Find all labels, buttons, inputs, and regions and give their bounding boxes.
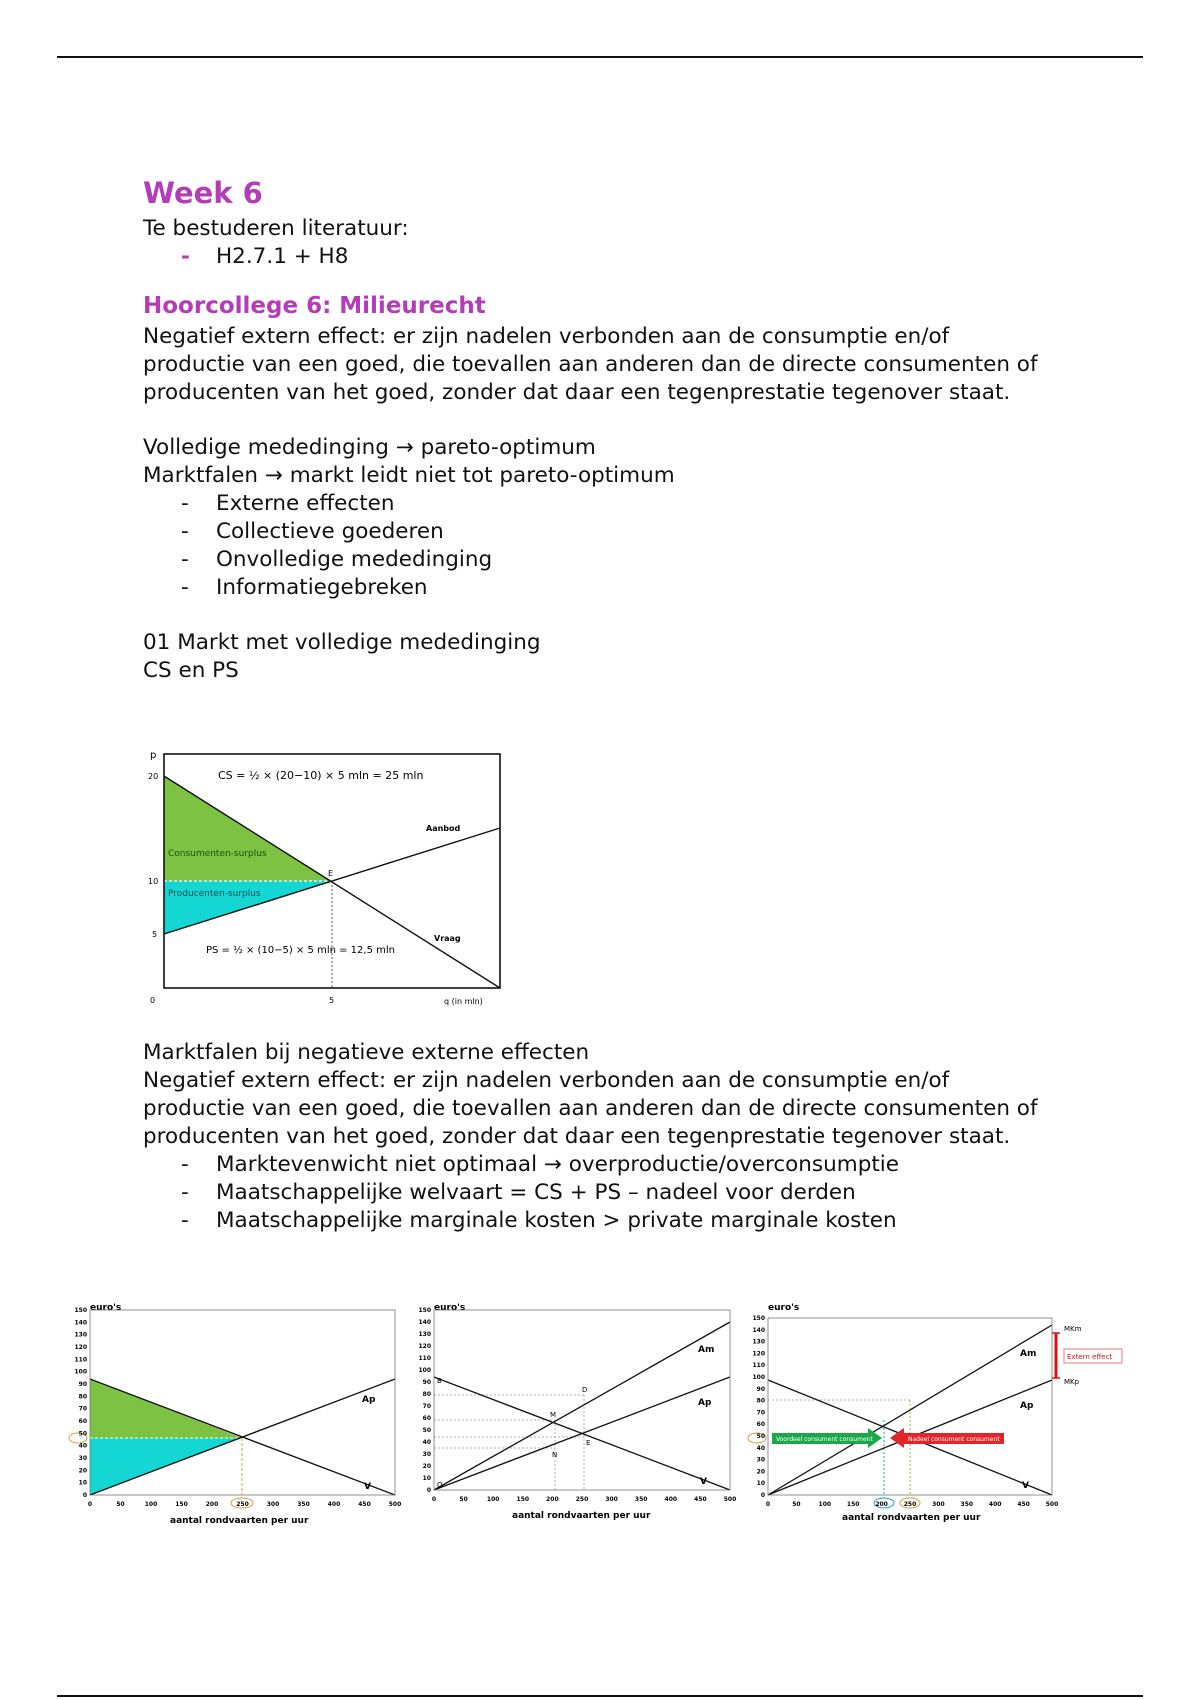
am-label: Am bbox=[698, 1345, 715, 1355]
y-ticks bbox=[752, 1315, 765, 1499]
y-tick-label: 10 bbox=[78, 1479, 87, 1487]
y-tick-label: 110 bbox=[74, 1356, 87, 1364]
x-tick-label: 150 bbox=[846, 1501, 860, 1508]
x-tick-label: 150 bbox=[516, 1496, 530, 1503]
x-tick-label: 500 bbox=[1045, 1501, 1059, 1508]
x-tick-label: 400 bbox=[988, 1501, 1002, 1508]
y-tick-label: 90 bbox=[78, 1381, 87, 1388]
x-tick-label: 250 bbox=[903, 1501, 917, 1508]
x-tick-0: 0 bbox=[150, 996, 156, 1005]
y-tick-label: 140 bbox=[752, 1326, 765, 1334]
x-tick-label: 400 bbox=[327, 1501, 341, 1508]
y-tick-label: 100 bbox=[752, 1374, 765, 1381]
y-tick-label: 100 bbox=[74, 1368, 87, 1376]
x-tick-label: 350 bbox=[297, 1501, 310, 1508]
y-tick-label: 130 bbox=[74, 1331, 87, 1339]
ps-formula: PS = ½ × (10−5) × 5 mln = 12,5 mln bbox=[206, 945, 395, 956]
x-axis-label: aantal rondvaarten per uur bbox=[842, 1513, 981, 1523]
y-axis-label: euro's bbox=[90, 1303, 122, 1313]
literature-label: Te bestuderen literatuur: bbox=[143, 216, 409, 241]
bottom-rule bbox=[57, 1695, 1143, 1697]
point-o: O bbox=[437, 1481, 443, 1489]
x-tick-label: 0 bbox=[431, 1496, 437, 1503]
bullet-dash: - bbox=[181, 244, 190, 269]
x-ticks bbox=[88, 1501, 401, 1508]
y-ticks bbox=[418, 1307, 431, 1494]
point-n: N bbox=[552, 1451, 558, 1459]
market-failure-line: Marktfalen → markt leidt niet tot pareto-optimum bbox=[143, 463, 675, 488]
x-tick-label: 100 bbox=[486, 1496, 500, 1503]
x-axis-label: q (in mln) bbox=[444, 997, 483, 1006]
y-tick-label: 110 bbox=[418, 1355, 431, 1362]
y-tick-label: 150 bbox=[418, 1307, 431, 1314]
list-item: - Maatschappelijke marginale kosten > private marginale kosten bbox=[181, 1208, 897, 1233]
week-title: Week 6 bbox=[143, 176, 263, 210]
section-01-heading: 01 Markt met volledige mededinging bbox=[143, 630, 541, 655]
y-tick-10: 10 bbox=[148, 877, 159, 886]
point-b: B bbox=[437, 1377, 442, 1385]
y-tick-label: 20 bbox=[422, 1463, 431, 1470]
point-e: E bbox=[586, 1439, 591, 1447]
cs-ps-heading: CS en PS bbox=[143, 658, 239, 683]
y-tick-label: 140 bbox=[74, 1319, 87, 1327]
x-ticks bbox=[432, 1496, 736, 1503]
cs-ps-chart bbox=[148, 748, 508, 1013]
list-item: - Informatiegebreken bbox=[181, 575, 428, 600]
ext-list bbox=[143, 1151, 1043, 1235]
ap-label: Ap bbox=[1020, 1401, 1034, 1411]
x-tick-label: 450 bbox=[694, 1496, 707, 1503]
x-tick-label: 400 bbox=[664, 1496, 678, 1503]
x-tick-label: 0 bbox=[765, 1501, 771, 1508]
x-tick-label: 250 bbox=[575, 1496, 589, 1503]
y-tick-label: 0 bbox=[760, 1492, 765, 1499]
x-tick-label: 200 bbox=[546, 1496, 559, 1503]
x-tick-label: 300 bbox=[266, 1501, 280, 1508]
page-content bbox=[143, 175, 1043, 685]
y-tick-label: 30 bbox=[78, 1455, 87, 1462]
welfare-chart-1 bbox=[62, 1300, 412, 1530]
y-tick-label: 80 bbox=[756, 1397, 765, 1405]
y-tick-label: 120 bbox=[74, 1344, 87, 1351]
list-item: - Onvolledige mededinging bbox=[181, 547, 493, 572]
welfare-chart-2 bbox=[412, 1300, 737, 1530]
x-tick-label: 150 bbox=[175, 1501, 188, 1508]
x-axis-label: aantal rondvaarten per uur bbox=[170, 1516, 309, 1526]
x-tick-label: 50 bbox=[459, 1496, 468, 1503]
x-tick-label: 50 bbox=[116, 1501, 125, 1508]
x-tick-label: 450 bbox=[1017, 1501, 1030, 1508]
y-tick-label: 150 bbox=[74, 1307, 87, 1314]
x-tick-label: 0 bbox=[87, 1501, 93, 1508]
y-axis-label: p bbox=[150, 750, 157, 761]
y-tick-label: 60 bbox=[756, 1421, 765, 1429]
y-tick-label: 80 bbox=[422, 1391, 431, 1398]
y-tick-label: 40 bbox=[422, 1439, 431, 1446]
competition-line: Volledige mededinging → pareto-optimum bbox=[143, 435, 596, 460]
y-tick-label: 120 bbox=[752, 1350, 765, 1358]
y-tick-label: 100 bbox=[418, 1367, 431, 1374]
x-tick-label: 250 bbox=[236, 1501, 249, 1508]
list-item: - Maatschappelijke welvaart = CS + PS – nadeel voor derden bbox=[181, 1180, 856, 1205]
definition-paragraph-2: Negatief extern effect: er zijn nadelen verbonden aan de consumptie en/of productie van een goed, die toevallen aan anderen dan de directe consumenten of producenten van het goed, zonder dat daar een tegenprestatie tegenover staat. bbox=[143, 1068, 1038, 1149]
literature-list bbox=[143, 243, 1043, 271]
y-tick-label: 30 bbox=[422, 1451, 431, 1458]
y-tick-label: 130 bbox=[418, 1331, 431, 1338]
x-tick-5: 5 bbox=[329, 996, 335, 1005]
x-tick-label: 100 bbox=[818, 1501, 832, 1508]
cs-formula: CS = ½ × (20−10) × 5 mln = 25 mln bbox=[218, 769, 424, 782]
y-tick-20: 20 bbox=[148, 772, 159, 781]
x-tick-label: 500 bbox=[388, 1501, 402, 1508]
y-tick-label: 20 bbox=[756, 1468, 765, 1476]
ps-area-label: Producenten-surplus bbox=[168, 889, 261, 899]
y-tick-label: 60 bbox=[78, 1418, 87, 1425]
y-tick-label: 60 bbox=[422, 1415, 431, 1422]
mk-p-label: MKp bbox=[1064, 1378, 1080, 1386]
y-tick-label: 110 bbox=[752, 1362, 765, 1370]
y-tick-label: 50 bbox=[756, 1433, 765, 1440]
x-tick-label: 350 bbox=[960, 1501, 974, 1508]
x-tick-label: 300 bbox=[605, 1496, 618, 1503]
mk-m-label: MKm bbox=[1064, 1325, 1082, 1333]
y-axis-label: euro's bbox=[434, 1303, 466, 1313]
y-tick-label: 40 bbox=[78, 1442, 87, 1450]
point-d: D bbox=[582, 1386, 588, 1394]
top-rule bbox=[57, 56, 1143, 58]
v-label: V bbox=[700, 1477, 707, 1487]
ap-label: Ap bbox=[362, 1395, 376, 1405]
y-tick-label: 150 bbox=[752, 1315, 765, 1322]
list-item: - Marktevenwicht niet optimaal → overproductie/overconsumptie bbox=[181, 1152, 899, 1177]
x-tick-label: 100 bbox=[144, 1501, 158, 1508]
y-tick-label: 50 bbox=[422, 1427, 431, 1434]
y-tick-label: 50 bbox=[78, 1430, 87, 1438]
x-tick-label: 200 bbox=[205, 1501, 219, 1508]
am-label: Am bbox=[1020, 1349, 1037, 1359]
y-tick-label: 120 bbox=[418, 1343, 431, 1350]
y-tick-label: 90 bbox=[756, 1385, 765, 1393]
y-axis-label: euro's bbox=[768, 1303, 800, 1313]
list-item: - Collectieve goederen bbox=[181, 519, 444, 544]
point-e-label: E bbox=[328, 869, 334, 878]
y-tick-label: 70 bbox=[422, 1403, 431, 1410]
y-tick-label: 80 bbox=[78, 1393, 87, 1401]
failure-list bbox=[143, 490, 1043, 602]
v-label: V bbox=[364, 1482, 371, 1492]
loss-label: Nadeel consument consument bbox=[908, 1436, 1000, 1443]
series-am bbox=[434, 1322, 730, 1490]
literature-item: - H2.7.1 + H8 bbox=[181, 244, 349, 269]
x-tick-label: 50 bbox=[792, 1501, 801, 1508]
v-label: V bbox=[1022, 1481, 1029, 1491]
welfare-chart-3 bbox=[742, 1300, 1132, 1530]
ap-label: Ap bbox=[698, 1398, 712, 1408]
y-tick-label: 0 bbox=[426, 1487, 431, 1494]
x-tick-label: 500 bbox=[723, 1496, 737, 1503]
x-tick-label: 200 bbox=[875, 1501, 888, 1508]
neg-ext-heading: Marktfalen bij negatieve externe effecten bbox=[143, 1040, 590, 1065]
lecture-title: Hoorcollege 6: Milieurecht bbox=[143, 293, 486, 319]
extern-label: Extern effect bbox=[1067, 1353, 1113, 1361]
x-tick-label: 350 bbox=[634, 1496, 648, 1503]
y-tick-label: 90 bbox=[422, 1379, 431, 1386]
point-m: M bbox=[550, 1411, 557, 1419]
page-content-lower bbox=[143, 1039, 1043, 1235]
y-tick-label: 70 bbox=[756, 1409, 765, 1417]
x-ticks bbox=[766, 1501, 1058, 1508]
y-tick-label: 30 bbox=[756, 1456, 765, 1464]
y-tick-label: 0 bbox=[82, 1492, 87, 1499]
y-ticks bbox=[74, 1307, 87, 1499]
x-tick-label: 450 bbox=[358, 1501, 371, 1508]
y-tick-5: 5 bbox=[152, 930, 158, 939]
definition-paragraph: Negatief extern effect: er zijn nadelen verbonden aan de consumptie en/of productie van een goed, die toevallen aan anderen dan de directe consumenten of producenten van het goed, zonder dat daar een tegenprestatie tegenover staat. bbox=[143, 324, 1038, 405]
x-tick-label: 300 bbox=[932, 1501, 945, 1508]
list-item: - Externe effecten bbox=[181, 491, 395, 516]
vraag-label: Vraag bbox=[434, 934, 461, 943]
cs-area-label: Consumenten-surplus bbox=[168, 849, 267, 859]
y-tick-label: 20 bbox=[78, 1467, 87, 1475]
x-axis-label: aantal rondvaarten per uur bbox=[512, 1511, 651, 1521]
y-tick-label: 10 bbox=[756, 1480, 765, 1488]
y-tick-label: 40 bbox=[756, 1444, 765, 1452]
y-tick-label: 140 bbox=[418, 1319, 431, 1326]
plot-frame bbox=[434, 1310, 730, 1490]
y-tick-label: 10 bbox=[422, 1475, 431, 1482]
aanbod-label: Aanbod bbox=[426, 824, 461, 833]
y-tick-label: 130 bbox=[752, 1338, 765, 1346]
y-tick-label: 70 bbox=[78, 1405, 87, 1413]
gain-label: Voordeel consument consument bbox=[776, 1436, 873, 1443]
